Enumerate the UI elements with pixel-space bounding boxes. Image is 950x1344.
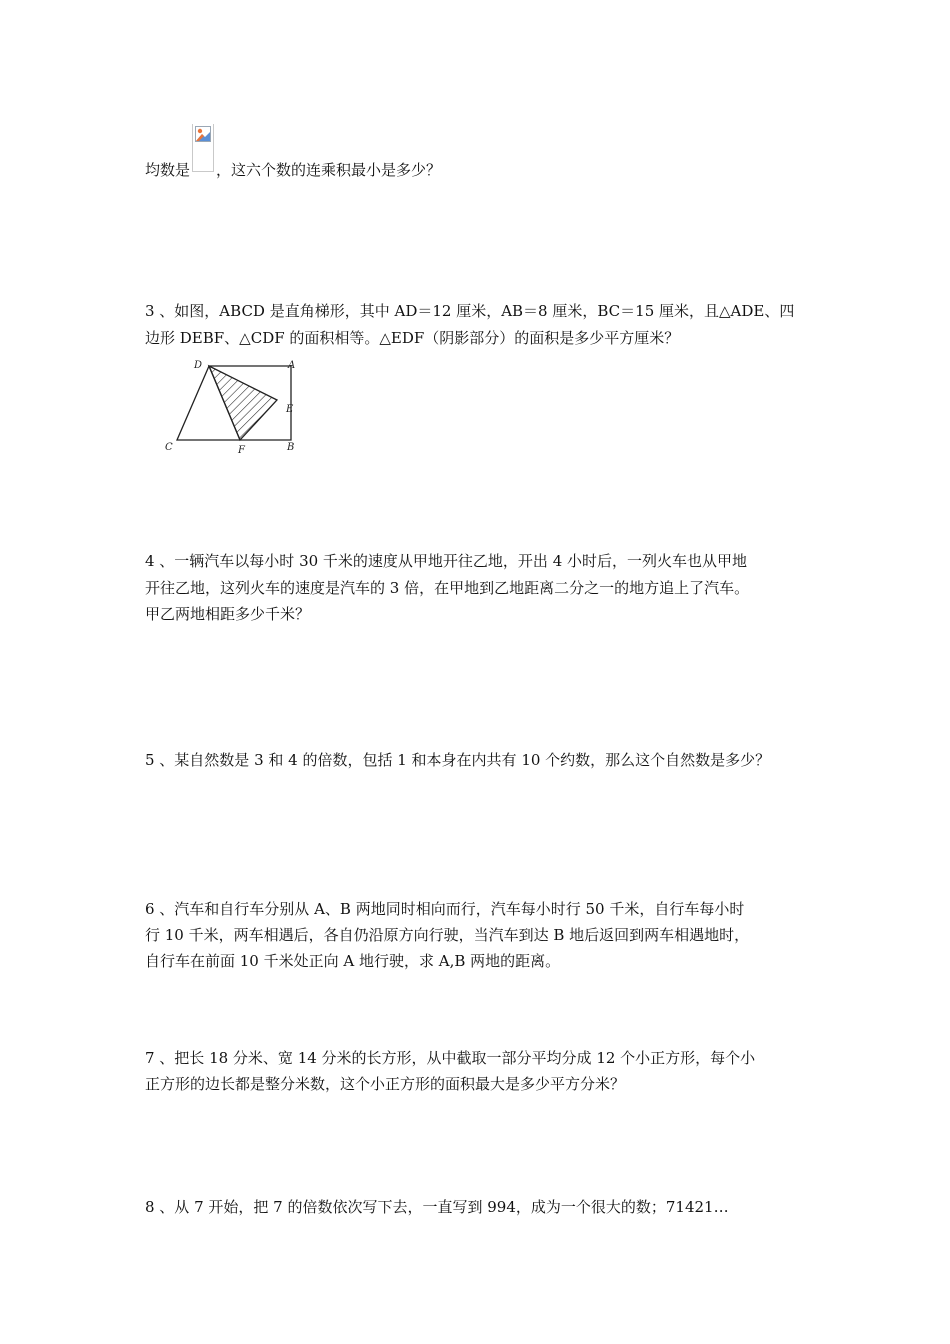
label-e: E	[286, 404, 294, 415]
label-a: A	[288, 360, 296, 371]
problem-4-line-2: 开往乙地，这列火车的速度是汽车的 3 倍，在甲地到乙地距离二分之一的地方追上了汽车。	[145, 579, 750, 597]
label-f: F	[238, 445, 245, 456]
problem-4-line-3: 甲乙两地相距多少千米？	[145, 605, 311, 623]
problem-6-line-1: 6 、汽车和自行车分别从 A、B 两地同时相向而行，汽车每小时行 50 千米，自行车每小时	[145, 900, 745, 918]
problem-4-line-1: 4 、一辆汽车以每小时 30 千米的速度从甲地开往乙地，开出 4 小时后，一列火车也从甲地	[145, 552, 748, 570]
broken-image-icon	[195, 126, 211, 142]
problem-6-line-2: 行 10 千米，两车相遇后，各自仍沿原方向行驶，当汽车到达 B 地后返回到两车相遇地时，	[145, 926, 750, 944]
problem-3-line-1: 3 、如图，ABCD 是直角梯形，其中 AD＝12 厘米，AB＝8 厘米，BC＝15 厘米，且△ADE、四	[145, 302, 795, 320]
shaded-triangle-edf	[209, 366, 277, 440]
problem-8-line-1: 8 、从 7 开始，把 7 的倍数依次写下去，一直写到 994，成为一个很大的数；71421…	[145, 1198, 729, 1216]
label-b: B	[287, 442, 295, 453]
label-d: D	[194, 360, 203, 371]
problem-7-line-2: 正方形的边长都是整分米数，这个小正方形的面积最大是多少平方分米？	[145, 1075, 626, 1093]
label-c: C	[165, 442, 173, 453]
intro-line	[145, 160, 441, 180]
problem-3-line-2: 边形 DEBF、△CDF 的面积相等。△EDF（阴影部分）的面积是多少平方厘米？	[145, 329, 680, 347]
intro-prefix: 均数是	[145, 161, 191, 179]
problem-7-line-1: 7 、把长 18 分米、宽 14 分米的长方形，从中截取一部分平均分成 12 个小正方形，每个小	[145, 1049, 756, 1067]
trapezoid-figure	[160, 356, 310, 460]
problem-5-line-1: 5 、某自然数是 3 和 4 的倍数，包括 1 和本身在内共有 10 个约数，那么这个自然数是多少？	[145, 751, 771, 769]
problem-6-line-3: 自行车在前面 10 千米处正向 A 地行驶，求 A,B 两地的距离。	[145, 952, 561, 970]
intro-suffix: ，这六个数的连乘积最小是多少？	[216, 161, 442, 179]
